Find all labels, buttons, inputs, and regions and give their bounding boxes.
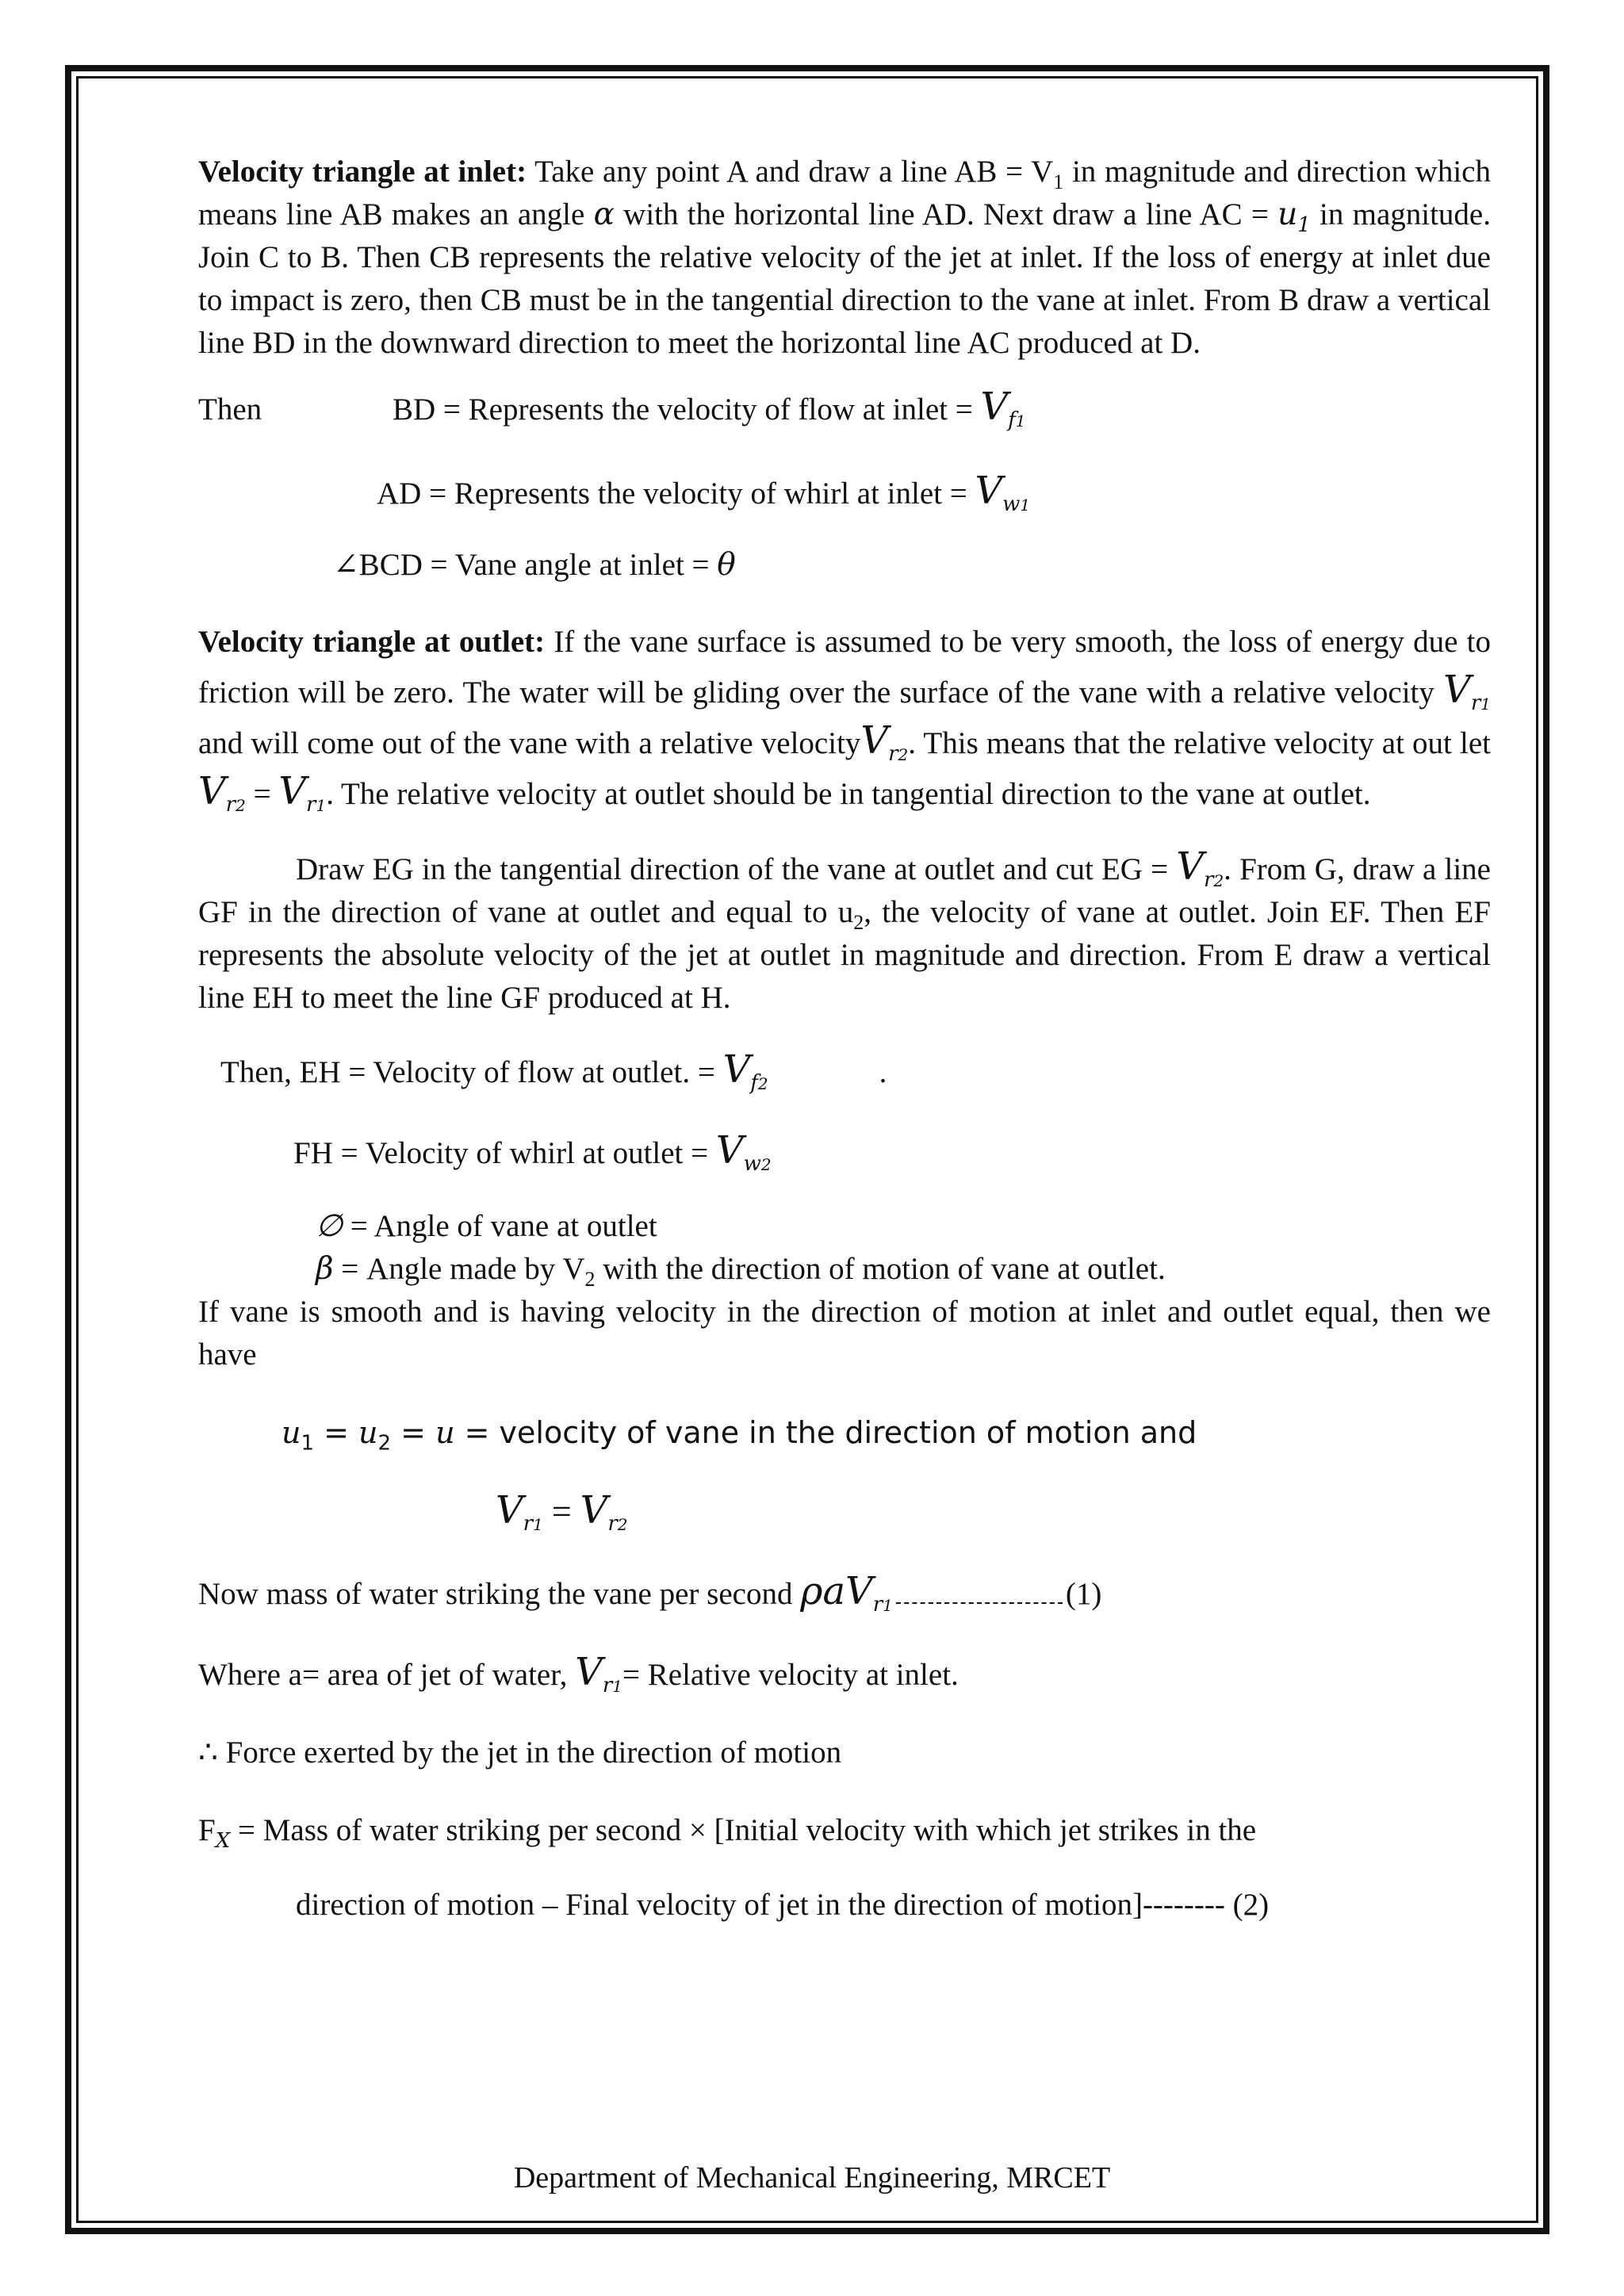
force-line xyxy=(198,1732,1491,1774)
sub-2: 2 xyxy=(1213,871,1224,890)
v-symbol: V xyxy=(975,469,1003,513)
page-footer: Department of Mechanical Engineering, MRCET xyxy=(513,2161,1111,2195)
v-symbol: V xyxy=(198,769,226,813)
bd-text: BD = Represents the velocity of flow at inlet = xyxy=(393,392,981,427)
subscript xyxy=(873,1593,893,1617)
beta-definition xyxy=(198,1248,1491,1291)
u-symbol: u xyxy=(282,1415,301,1450)
outlet-text: If the vane surface is assumed to be very smooth, the loss of energy due to friction will be zero. The water will be gliding over the surface of the vane with a relative velocity xyxy=(198,625,1491,710)
fx-text: direction of motion – Final velocity of jet in the direction of motion]-------- (2) xyxy=(296,1888,1270,1922)
phi-text: = Angle of vane at outlet xyxy=(342,1209,657,1243)
subscript xyxy=(523,1512,543,1536)
sub-r: r xyxy=(306,792,316,817)
equation-u-text: = velocity of vane in the direction of motion and xyxy=(454,1415,1197,1450)
sub-r: r xyxy=(225,792,236,817)
u1-symbol: u xyxy=(1277,197,1298,232)
v-symbol: V xyxy=(580,1488,608,1533)
sub-1: 1 xyxy=(316,795,327,815)
ad-definition xyxy=(198,469,1491,515)
equation-vr xyxy=(198,1489,1491,1535)
inlet-heading: Velocity triangle at inlet: xyxy=(198,155,527,189)
smooth-paragraph xyxy=(198,1291,1491,1376)
draw-eg-paragraph xyxy=(198,845,1491,1020)
u-symbol: u xyxy=(358,1415,378,1450)
fx-subscript: X xyxy=(215,1828,231,1853)
equals: = xyxy=(542,1492,580,1531)
trailing-dot: . xyxy=(879,1055,887,1089)
sub-f: f xyxy=(750,1070,758,1095)
fx-line-2 xyxy=(198,1884,1491,1927)
outlet-paragraph xyxy=(198,618,1491,818)
v-symbol: V xyxy=(496,1488,523,1533)
outlet-text: . This means that the relative velocity at out let xyxy=(908,726,1491,760)
phi-definition xyxy=(198,1205,1491,1248)
inlet-text: Take any point A and draw a line AB = V xyxy=(527,155,1054,189)
v-symbol: V xyxy=(980,385,1009,429)
draw-eg-text: . From G, draw a line GF in the direction of vane at outlet and equal to u xyxy=(198,852,1491,929)
v-symbol: V xyxy=(575,1650,603,1694)
beta-text: = Angle made by V xyxy=(333,1252,585,1286)
mass-text: Now mass of water striking the vane per second xyxy=(198,1577,801,1611)
subscript xyxy=(1471,691,1491,715)
fx-text: = Mass of water striking per second × [Initial velocity with which jet strikes in the xyxy=(230,1813,1257,1847)
v-symbol: V xyxy=(722,1047,751,1092)
rho-a-v-symbol: ρaV xyxy=(800,1569,873,1613)
beta-symbol: β xyxy=(316,1251,334,1287)
v-symbol: V xyxy=(715,1128,744,1173)
inlet-text: in magnitude. Join C to B. Then CB represents the relative velocity of the jet at inlet. If the loss of energy at inlet due to impact is zero, then CB must be in the tangential direction to the vane at inlet. From B draw a vertical line BD in the downward direction to meet the horizontal line AC produced at D. xyxy=(198,197,1491,360)
u-symbol: u xyxy=(435,1415,455,1450)
sub-2: 2 xyxy=(757,1073,768,1093)
sub-r: r xyxy=(602,1673,613,1697)
document-body xyxy=(198,151,1491,1927)
sub-r: r xyxy=(607,1511,618,1536)
bd-definition xyxy=(198,385,1491,431)
then-label: Then xyxy=(198,392,262,427)
sub-f: f xyxy=(1008,408,1016,432)
outlet-text: = xyxy=(245,777,279,811)
sub-r: r xyxy=(888,741,898,766)
where-text: Where a= area of jet of water, xyxy=(198,1658,576,1692)
subscript xyxy=(306,793,326,817)
sub-r: r xyxy=(1470,691,1481,715)
alpha-symbol: α xyxy=(593,197,615,232)
v-symbol: V xyxy=(1443,668,1471,712)
sub-2: 2 xyxy=(898,744,909,764)
subscript xyxy=(607,1512,627,1536)
sub-w: w xyxy=(1002,492,1021,516)
outlet-text: . The relative velocity at outlet should be in tangential direction to the vane at outlet. xyxy=(326,777,1371,811)
v-symbol: V xyxy=(278,769,307,813)
eh-text: Then, EH = Velocity of flow at outlet. = xyxy=(220,1055,723,1089)
subscript xyxy=(1008,408,1025,432)
subscript: 1 xyxy=(1297,212,1311,237)
therefore-symbol: ∴ xyxy=(198,1735,218,1770)
sub-2: 2 xyxy=(617,1514,628,1534)
sub-r: r xyxy=(872,1592,883,1617)
equation-number: (1) xyxy=(1065,1577,1102,1611)
bcd-definition xyxy=(198,544,1491,587)
theta-symbol: θ xyxy=(717,547,736,583)
subscript: 1 xyxy=(1053,170,1064,193)
equation-u xyxy=(198,1411,1491,1454)
sub-2: 2 xyxy=(760,1154,772,1174)
eh-definition xyxy=(198,1048,1491,1094)
fx-line-1 xyxy=(198,1809,1491,1852)
sub-1: 1 xyxy=(612,1676,622,1696)
inlet-paragraph xyxy=(198,151,1491,365)
inlet-text: in magnitude and direction which means line AB makes an angle xyxy=(198,155,1491,232)
outlet-heading: Velocity triangle at outlet: xyxy=(198,625,546,659)
fh-definition xyxy=(198,1129,1491,1175)
sub-1: 1 xyxy=(1020,495,1031,515)
beta-text: with the direction of motion of vane at outlet. xyxy=(595,1252,1166,1286)
sub-r: r xyxy=(1204,867,1214,892)
subscript xyxy=(888,742,908,766)
inlet-text: with the horizontal line AD. Next draw a line AC = xyxy=(614,197,1278,232)
sub-1: 1 xyxy=(883,1595,893,1615)
phi-symbol: ∅ xyxy=(316,1208,343,1244)
where-line xyxy=(198,1651,1491,1697)
draw-eg-text: Draw EG in the tangential direction of the vane at outlet and cut EG = xyxy=(296,852,1177,886)
where-text: = Relative velocity at inlet. xyxy=(622,1658,959,1692)
v-symbol: V xyxy=(1176,844,1204,889)
sub-1: 1 xyxy=(1480,694,1491,714)
subscript: 2 xyxy=(584,1267,596,1291)
subscript: 1 xyxy=(301,1431,315,1456)
ad-text: AD = Represents the velocity of whirl at inlet = xyxy=(377,476,975,511)
bcd-text: ∠BCD = Vane angle at inlet = xyxy=(333,548,718,582)
force-text: Force exerted by the jet in the direction of motion xyxy=(217,1735,842,1770)
subscript: 2 xyxy=(853,910,864,934)
subscript xyxy=(226,793,246,817)
fx-f: F xyxy=(198,1813,216,1847)
sub-r: r xyxy=(523,1511,534,1536)
equals: = xyxy=(314,1415,359,1450)
subscript xyxy=(1204,868,1224,892)
subscript xyxy=(750,1071,768,1095)
subscript xyxy=(744,1152,772,1176)
sub-1: 1 xyxy=(533,1514,543,1534)
subscript xyxy=(603,1674,622,1697)
sub-w: w xyxy=(743,1151,761,1176)
dashed-leader xyxy=(896,1602,1063,1604)
smooth-text: If vane is smooth and is having velocity in the direction of motion at inlet and outlet equal, then we have xyxy=(198,1295,1491,1372)
mass-line xyxy=(198,1570,1491,1616)
sub-1: 1 xyxy=(1015,411,1026,430)
subscript xyxy=(1002,492,1030,516)
equals: = xyxy=(391,1415,436,1450)
v-symbol: V xyxy=(860,718,889,763)
outlet-text: and will come out of the vane with a relative velocity xyxy=(198,726,861,760)
subscript: 2 xyxy=(377,1431,392,1456)
fh-text: FH = Velocity of whirl at outlet = xyxy=(293,1136,716,1170)
draw-eg-text: , the velocity of vane at outlet. Join EF. Then EF represents the absolute velocity of the jet at outlet in magnitude and direction. From E draw a vertical line EH to meet the line GF produced at H. xyxy=(198,895,1491,1015)
sub-2: 2 xyxy=(236,795,246,815)
